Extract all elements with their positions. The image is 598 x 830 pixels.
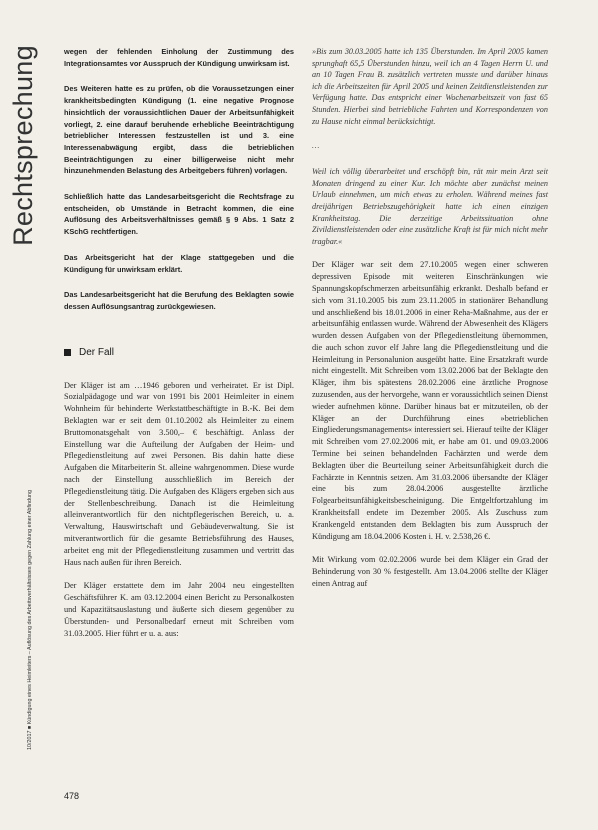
intro-paragraph: wegen der fehlenden Einholung der Zustimmung des Integrationsamtes vor Ausspruch der Kündigung unwirksam ist. bbox=[64, 47, 294, 68]
side-meta-text: 10/2017 ■ Kündigung eines Heimleiters – Auflösung des Arbeitsverhältnisses gegen Zahlung einer Abfindung bbox=[27, 489, 33, 751]
section-label-text: Rechtsprechung bbox=[7, 44, 38, 246]
facts-paragraph-1: Der Kläger war seit dem 27.10.2005 wegen einer schweren depressiven Episode mit weiteren Einschränkungen wie Spannungskopfschmerzen arbeitsunfähig erkrankt. Deshalb befand er sich vom 31.10.2005 bis zum 23.11.2005 in stationärer Behandlung und anschließend bis 18.01.2006 in einer Reha-Maßnahme, aus der er arbeitsunfähig entlassen wurde. Während der Abwesenheit des Klägers wurden dessen Aufgaben von der Pflegedienstleitung übernommen, die auch schon zuvor elf Jahre lang die Pflegedienstleitung und die Heimleitung in Personalunion ausgeübt hatte. Eine Ersatzkraft wurde nicht eingestellt. Mit Schreiben vom 13.02.2006 bat der Beklagte den Kläger, ihm bis spätestens 28.02.2006 eine ärztliche Prognose zuzusenden, aus der hervorgehe, wann er voraussichtlich seinen Dienst wieder aufnehmen könne. Darüber hinaus bat er mitzuteilen, ob der Kläger an der Durchführung eines »betrieblichen Eingliederungsmanagements« interessiert sei. Hierauf teilte der Kläger mit Schreiben vom 27.02.2006 mit, er habe am 01. und 09.03.2006 Termine bei seinen behandelnden Fachärzten und werde dem Beklagten über die Beurteilung seiner Arbeitsunfähigkeit durch die Fachärzte in Kenntnis setzen. Am 31.03.2006 übersandte der Kläger eine bis zum 28.04.2006 ausgestellte ärztliche Folgearbeitsunfähigkeitsbescheinigung. Die Entgeltfortzahlung im Krankheitsfall endete im Dezember 2005. Als Zuschuss zum Krankengeld entstanden dem Beklagten bis zum Ausspruch der Kündigung am 18.04.2006 Kosten i. H. v. 2.538,26 €. bbox=[312, 260, 548, 541]
case-paragraph-2: Der Kläger erstattete dem im Jahr 2004 neu eingestellten Geschäftsführer K. am 03.12.2004 einen Bericht zu Personalkosten und Kapazitätsauslastung und äußerte sich diesem gegenüber zu Überstunden- und Personalbedarf erneut mit Schreiben vom 31.03.2005. Hier führt er u. a. aus: bbox=[64, 581, 294, 638]
check-paragraph: Des Weiteren hatte es zu prüfen, ob die Voraussetzungen einer krankheitsbedingten Kündigung (1. eine negative Prognose hinsichtlich der voraussichtlichen Dauer der Arbeitsunfähigkeit vorliegt, 2. eine darauf beruhende erhebliche Beeinträchtigung betrieblicher Interessen festzustellen ist und 3. eine Interessenabwägung ergibt, dass die betrieblichen Beeinträchtigungen zu einer billigerweise nicht mehr hinzunehmenden Belastung des Arbeitgebers führen) vorlagen. bbox=[64, 84, 294, 176]
ruling-paragraph: Schließlich hatte das Landesarbeitsgericht die Rechtsfrage zu entscheiden, ob Umstände in Betracht kommen, die eine Auflösung des Arbeitsverhältnisses gemäß § 9 Abs. 1 Satz 2 KSchG rechtfertigen. bbox=[64, 192, 294, 237]
facts-paragraph-2: Mit Wirkung vom 02.02.2006 wurde bei dem Kläger ein Grad der Behinderung von 30 % festgestellt. Am 13.04.2006 stellte der Kläger einen Antrag auf bbox=[312, 555, 548, 589]
page-number: 478 bbox=[64, 791, 80, 801]
section-heading-title: Der Fall bbox=[79, 346, 115, 358]
quote-ellipsis: … bbox=[312, 141, 320, 151]
right-column bbox=[312, 46, 548, 590]
quote-paragraph-1: »Bis zum 30.03.2005 hatte ich 135 Überstunden. Im April 2005 kamen sprunghaft 65,5 Überstunden hinzu, weil ich an 4 Tagen Herrn U. und an 10 Tagen Frau B. zusätzlich vertreten musste und darüber hinaus ich die Arbeitszeiten für April 2005 und keinen Zeitdienstleistenden zur Verfügung hatte. Das entspricht einer Wochenarbeitszeit von fast 65 Stunden. Hierbei sind betriebliche Fahrten und Korrespondenzen von zu Hause nicht einmal berücksichtigt. bbox=[312, 47, 548, 126]
case-paragraph-1: Der Kläger ist am …1946 geboren und verheiratet. Er ist Dipl. Sozialpädagoge und war von 1991 bis 2001 Heimleiter in einem Wohnheim für behinderte Werkstattbeschäftigte in B.-K. Bei dem Beklagten war er seit dem 01.10.2002 als Heimleiter zu einem Bruttomonatsgehalt von 3.500,– € beschäftigt. Anlass der Einstellung war die Aufteilung der Aufgaben der Heim- und Pflegedienstleitung auf zwei Personen. Bis dahin hatte diese Aufgaben die Mitarbeiterin St. alleine wahrgenommen. Diese wurde nach der Einstellung ausschließlich im Bereich der Pflegedienstleitung tätig. Die Aufgaben des Klägers ergeben sich aus der Stellenbeschreibung. Danach ist die Heimleitung alleinverantwortlich für den nichtpflegerischen Bereich, u. a. Verwaltung, Hauswirtschaft und Gebäudeverwaltung. Sie ist mitverantwortlich für die gesamte Betriebsführung des Hauses, arbeitet eng mit der Pflegedienstleitung zusammen und vertritt das Haus nach außen für ihren Bereich. bbox=[64, 380, 294, 567]
side-meta bbox=[24, 440, 36, 800]
section-heading bbox=[64, 347, 294, 358]
verdict-paragraph: Das Arbeitsgericht hat der Klage stattgegeben und die Kündigung für unwirksam erklärt. bbox=[64, 252, 294, 274]
section-label bbox=[4, 40, 42, 250]
appeal-paragraph: Das Landesarbeitsgericht hat die Berufung des Beklagten sowie dessen Auflösungsantrag zurückgewiesen. bbox=[64, 290, 294, 311]
left-column bbox=[64, 46, 294, 639]
heading-square-icon bbox=[64, 349, 71, 356]
quote-paragraph-2: Weil ich völlig überarbeitet und erschöpft bin, rät mir mein Arzt seit Monaten dringend zu einer Kur. Ich möchte aber zunächst meinen Urlaub einnehmen, um mich etwas zu erholen. Während meines fast dreijährigen Betriebszugehörigkeit hatte ich einen einzigen Krankheitstag. Die derzeitige Arbeitssituation ohne Zivildienstleistenden oder eine zusätzliche Kraft ist für mich nicht mehr tragbar.« bbox=[312, 167, 548, 246]
